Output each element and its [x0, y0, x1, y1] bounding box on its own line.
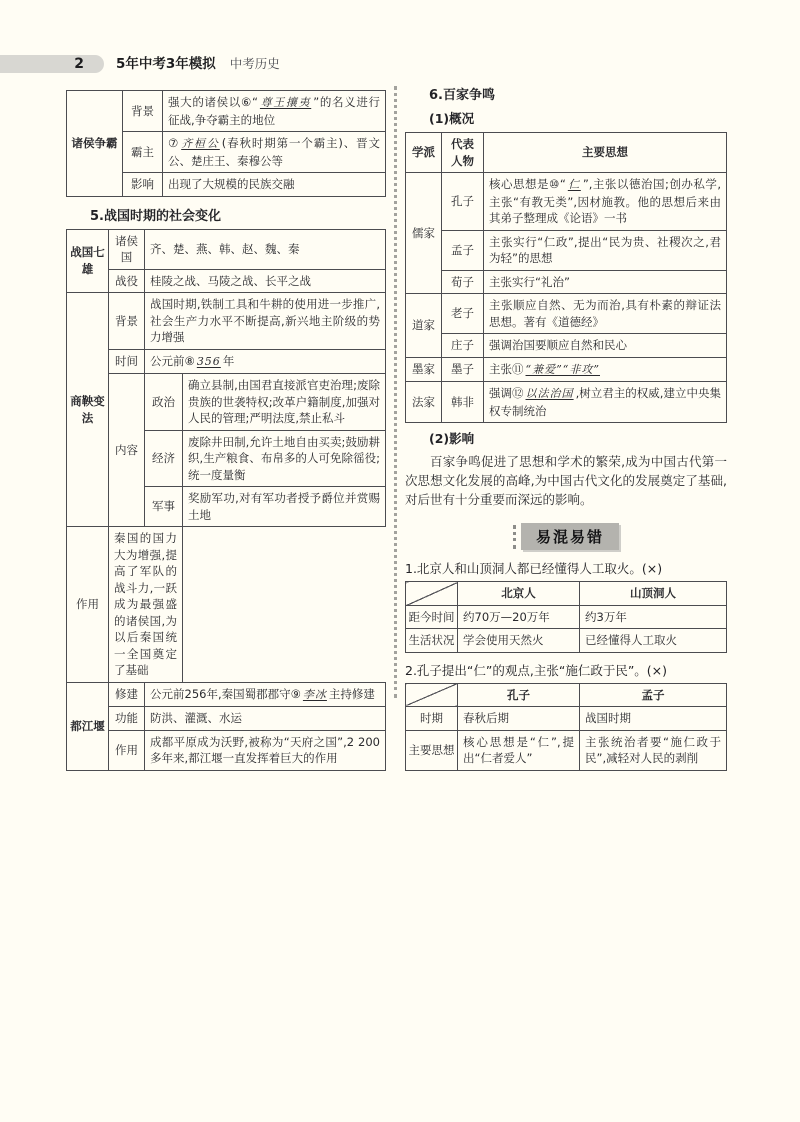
table-row	[406, 334, 727, 358]
table-cell: 孔子	[458, 683, 580, 707]
table-cell: 公元前256年,秦国蜀郡郡守⑨ 李冰 主持修建	[145, 682, 386, 707]
table-cell	[406, 582, 458, 606]
table-cell: 法家	[406, 382, 442, 423]
table-cell: 荀子	[442, 270, 484, 294]
table-cell: 确立县制,由国君直接派官吏治理;废除贵族的世袭特权;改革户籍制度,加强对人民的管理;严明法度,禁止私斗	[183, 374, 386, 431]
table-row	[406, 629, 727, 653]
table-cell: 已经懂得人工取火	[580, 629, 727, 653]
table-cell: 经济	[145, 430, 183, 487]
table-cell: 距今时间	[406, 605, 458, 629]
warring-states-table	[66, 229, 386, 771]
table-cell: 墨家	[406, 357, 442, 382]
table-row	[406, 382, 727, 423]
table-cell: 时间	[109, 349, 145, 374]
table-cell: 主张顺应自然、无为而治,具有朴素的辩证法思想。著有《道德经》	[484, 294, 727, 334]
table-row	[67, 349, 386, 374]
answer-blank: 仁	[567, 178, 581, 191]
table-cell: 都江堰	[67, 682, 109, 770]
table-cell: 生活状况	[406, 629, 458, 653]
column-divider-dotted-line	[394, 86, 397, 698]
table-cell: 修建	[109, 682, 145, 707]
schools-of-thought-table	[405, 132, 727, 423]
table-row	[406, 173, 727, 231]
answer-blank: “兼爱”“非攻”	[525, 362, 600, 376]
table-cell: 诸侯国	[109, 229, 145, 269]
answer-blank: 356	[196, 354, 221, 368]
impact-subheading: (2)影响	[429, 431, 475, 446]
table-cell: 约70万—20万年	[458, 605, 580, 629]
table-cell: 老子	[442, 294, 484, 334]
table-cell: 北京人	[458, 582, 580, 606]
table-cell: 废除井田制,允许土地自由买卖;鼓励耕织,生产粮食、布帛多的人可免除徭役;统一度量衡	[183, 430, 386, 487]
table-cell: 背景	[109, 293, 145, 350]
table-cell: 学会使用天然火	[458, 629, 580, 653]
series-title: 5年中考3年模拟	[116, 56, 216, 72]
table-cell: 战国七雄	[67, 229, 109, 293]
badge-dotted-mark	[513, 525, 516, 549]
table-row	[67, 730, 386, 770]
confucius-mencius-compare-table	[405, 683, 727, 771]
answer-blank: 尊王攘夷	[259, 96, 312, 109]
table-cell: 霸主	[123, 132, 163, 173]
table-row	[406, 683, 727, 707]
confusable-item-2: 2.孔子提出“仁”的观点,主张“施仁政于民”。(×)	[405, 662, 668, 678]
table-cell: 齐、楚、燕、韩、赵、魏、秦	[145, 229, 386, 269]
table-cell: 商鞅变法	[67, 293, 109, 527]
table-cell: 孟子	[442, 230, 484, 270]
table-cell: 公元前⑧ 356 年	[145, 349, 386, 374]
table-cell: 出现了大规模的民族交融	[163, 173, 386, 197]
table-cell: 战国时期	[580, 707, 727, 731]
table-cell: 道家	[406, 294, 442, 358]
table-cell: 学派	[406, 133, 442, 173]
table-cell: 秦国的国力大为增强,提高了军队的战斗力,一跃成为最强盛的诸侯国,为以后秦国统一全国奠定了基础	[109, 527, 183, 683]
table-cell: 作用	[109, 730, 145, 770]
table-cell: 成都平原成为沃野,被称为“天府之国”,2 200多年来,都江堰一直发挥着巨大的作用	[145, 730, 386, 770]
table-cell: 孔子	[442, 173, 484, 231]
table-row	[406, 270, 727, 294]
confusable-section	[405, 523, 727, 550]
answer-blank: 李冰	[302, 687, 327, 701]
table-cell: 主要思想	[406, 730, 458, 770]
table-cell: 儒家	[406, 173, 442, 294]
table-cell: 主要思想	[484, 133, 727, 173]
table-row	[406, 294, 727, 334]
table-cell: 背景	[123, 91, 163, 132]
table-cell: 强调治国要顺应自然和民心	[484, 334, 727, 358]
table-cell: 主张实行“礼治”	[484, 270, 727, 294]
table-row	[406, 605, 727, 629]
page-number-bar	[0, 55, 104, 73]
confusable-item-1: 1.北京人和山顶洞人都已经懂得人工取火。(×)	[405, 561, 663, 576]
table-row	[406, 230, 727, 270]
table-cell: 主张统治者要“施仁政于民”,减轻对人民的剥削	[580, 730, 727, 770]
table-row	[67, 91, 386, 132]
table-cell: 主张实行“仁政”,提出“民为贵、社稷次之,君为轻”的思想	[484, 230, 727, 270]
left-column	[66, 90, 386, 771]
table-cell: 时期	[406, 707, 458, 731]
impact-paragraph: 百家争鸣促进了思想和学术的繁荣,成为中国古代第一次思想文化发展的高峰,为中国古代文化的发展奠定了基础,对后世有十分重要而深远的影响。	[405, 454, 727, 507]
table-cell: 内容	[109, 374, 145, 527]
table-cell: 战役	[109, 269, 145, 293]
table-cell: 功能	[109, 707, 145, 731]
table-cell: 代表人物	[442, 133, 484, 173]
table-cell	[406, 683, 458, 707]
table-cell: 主张⑪ “兼爱”“非攻”	[484, 357, 727, 382]
table-row	[406, 730, 727, 770]
table-cell: 墨子	[442, 357, 484, 382]
answer-blank: 齐桓公	[181, 137, 220, 150]
page-number: 2	[74, 56, 84, 72]
table-cell: 孟子	[580, 683, 727, 707]
table-cell: 诸侯争霸	[67, 91, 123, 197]
confusable-badge: 易混易错	[521, 523, 619, 550]
table-cell: 春秋后期	[458, 707, 580, 731]
table-row	[67, 527, 386, 683]
table-cell: 强调⑫ 以法治国 ,树立君主的权威,建立中央集权专制统治	[484, 382, 727, 423]
table-cell: 山顶洞人	[580, 582, 727, 606]
table-cell: 约3万年	[580, 605, 727, 629]
table-cell: 韩非	[442, 382, 484, 423]
table-row	[406, 133, 727, 173]
running-head	[116, 55, 280, 73]
table-cell: 影响	[123, 173, 163, 197]
answer-blank: 以法治国	[525, 387, 574, 400]
table-cell: 军事	[145, 487, 183, 527]
table-row	[406, 707, 727, 731]
table-row	[67, 707, 386, 731]
overview-subheading: (1)概况	[429, 111, 475, 126]
section6-heading: 6.百家争鸣	[429, 88, 495, 103]
table-cell: 强大的诸侯以⑥“ 尊王攘夷 ”的名义进行征战,争夺霸主的地位	[163, 91, 386, 132]
table-cell: 核心思想是“仁”,提出“仁者爱人”	[458, 730, 580, 770]
hegemon-table	[66, 90, 386, 197]
table-cell: 核心思想是⑩“ 仁 ”,主张以德治国;创办私学,主张“有教无类”,因材施教。他的思想后来由其弟子整理成《论语》一书	[484, 173, 727, 231]
table-row	[67, 293, 386, 350]
section5-heading: 5.战国时期的社会变化	[90, 208, 221, 224]
table-cell: 战国时期,铁制工具和牛耕的使用进一步推广,社会生产力水平不断提高,新兴地主阶级的势力增强	[145, 293, 386, 350]
table-row	[406, 582, 727, 606]
right-column	[405, 84, 727, 771]
table-cell: 政治	[145, 374, 183, 431]
table-row	[67, 682, 386, 707]
table-cell: 防洪、灌溉、水运	[145, 707, 386, 731]
subject-title: 中考历史	[229, 56, 280, 71]
table-row	[406, 357, 727, 382]
table-cell: 庄子	[442, 334, 484, 358]
table-cell: ⑦ 齐桓公 (春秋时期第一个霸主)、晋文公、楚庄王、秦穆公等	[163, 132, 386, 173]
table-cell: 奖励军功,对有军功者授予爵位并赏赐土地	[183, 487, 386, 527]
table-row	[67, 374, 386, 431]
table-row	[67, 269, 386, 293]
peking-man-compare-table	[405, 581, 727, 653]
table-cell: 作用	[67, 527, 109, 683]
table-cell: 桂陵之战、马陵之战、长平之战	[145, 269, 386, 293]
table-row	[67, 229, 386, 269]
